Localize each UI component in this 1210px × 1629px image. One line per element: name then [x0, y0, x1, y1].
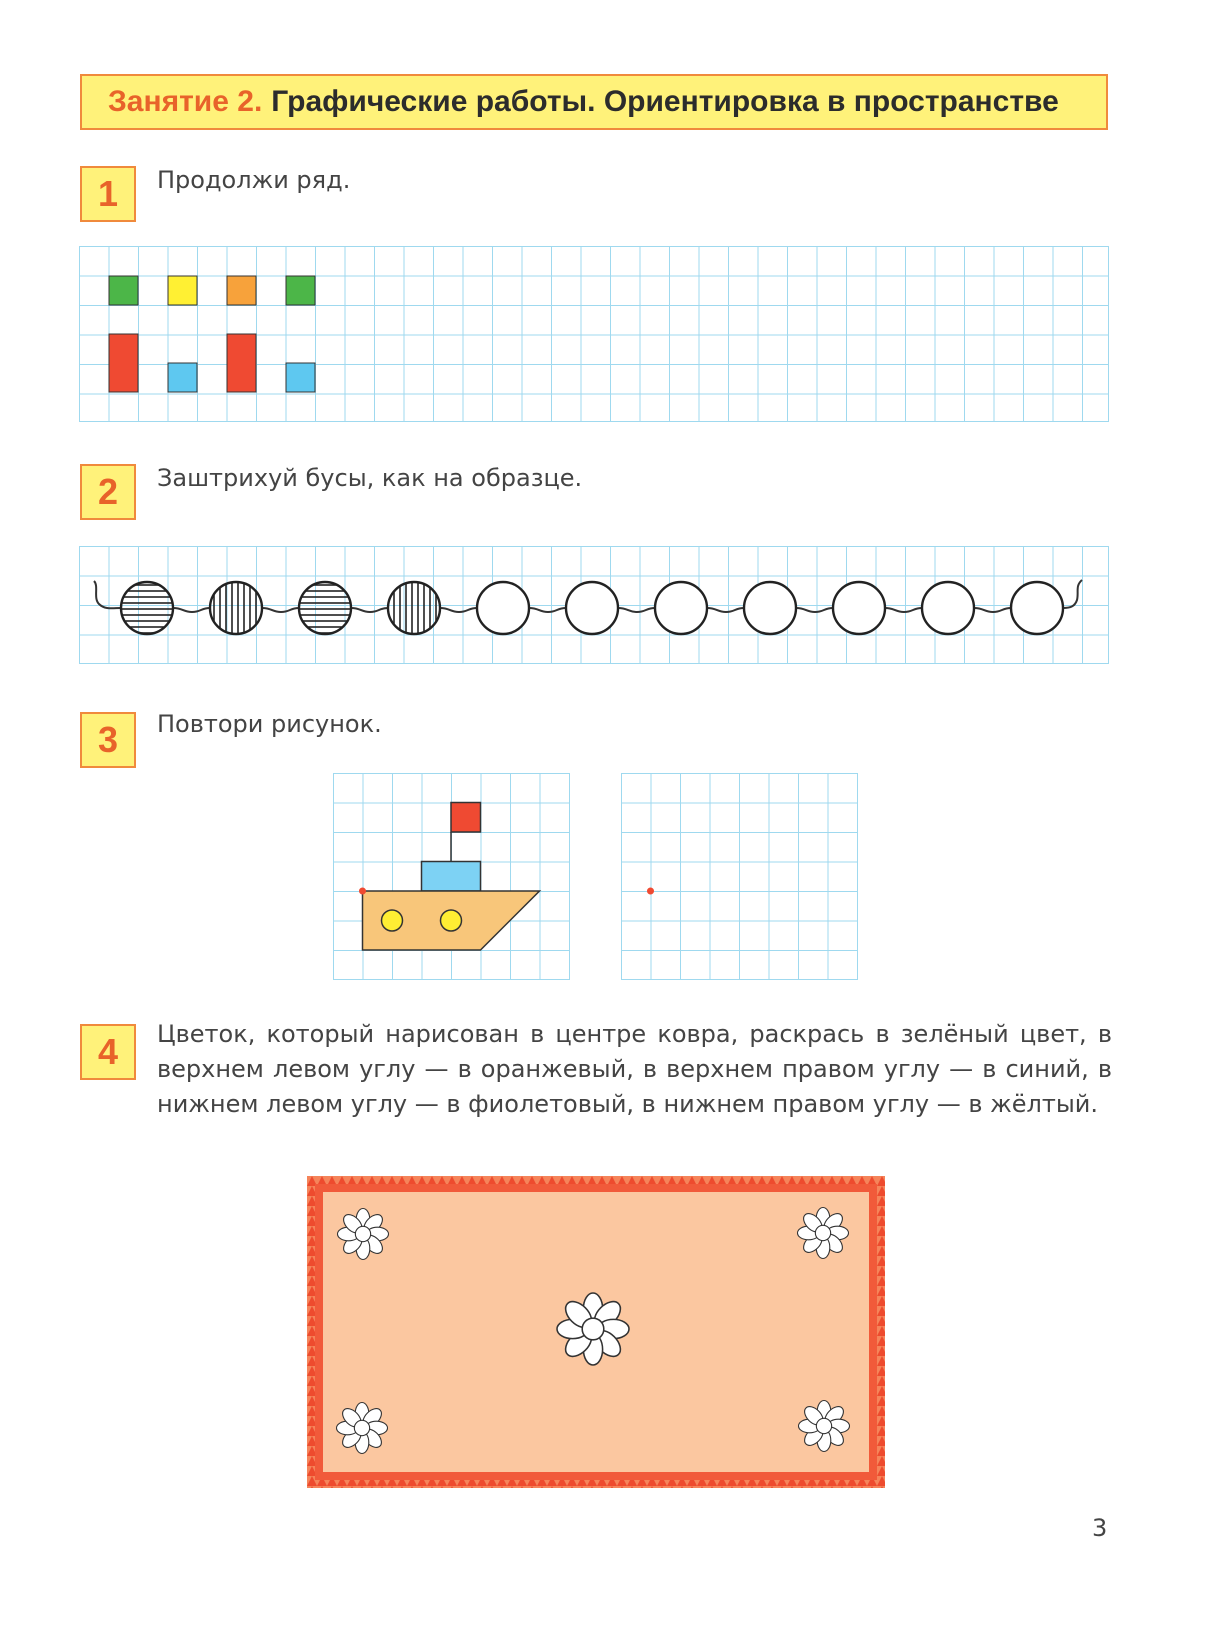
ship-porthole-1	[382, 910, 403, 931]
bead-4	[388, 582, 440, 634]
pattern-square-1	[109, 276, 138, 305]
task-number-2: 2	[80, 464, 136, 520]
bead-9[interactable]	[833, 582, 885, 634]
pattern-bottom-1	[109, 334, 138, 392]
task-3-instruction: Повтори рисунок.	[157, 710, 382, 738]
drawing-grid[interactable]	[621, 773, 858, 980]
ship-porthole-2	[441, 910, 462, 931]
pattern-bottom-2	[168, 363, 197, 392]
task-2-instruction: Заштрихуй бусы, как на образце.	[157, 464, 583, 492]
bead-7[interactable]	[655, 582, 707, 634]
lesson-title-bar	[80, 74, 1108, 130]
flower-bottom-left[interactable]	[337, 1403, 388, 1454]
pattern-square-3	[227, 276, 256, 305]
bead-6[interactable]	[566, 582, 618, 634]
bead-8[interactable]	[744, 582, 796, 634]
task-number-4: 4	[80, 1024, 136, 1080]
bead-necklace	[79, 546, 1109, 664]
sample-grid	[333, 773, 570, 980]
bead-1	[121, 582, 173, 634]
task-number-1: 1	[80, 166, 136, 222]
ship-cabin	[422, 862, 481, 892]
pattern-square-4	[286, 276, 315, 305]
start-dot	[359, 888, 366, 895]
task-1-grid[interactable]	[79, 246, 1109, 422]
ship-drawing	[333, 773, 570, 980]
pattern-bottom-3	[227, 334, 256, 392]
lesson-title: Графические работы. Ориентировка в пространстве	[271, 85, 1059, 118]
flower-top-right[interactable]	[798, 1208, 849, 1259]
flower-top-left[interactable]	[338, 1209, 389, 1260]
bead-10[interactable]	[922, 582, 974, 634]
flower-center[interactable]	[557, 1293, 629, 1365]
task-number-3: 3	[80, 712, 136, 768]
pattern-bottom-4	[286, 363, 315, 392]
task-1-instruction: Продолжи ряд.	[157, 166, 351, 194]
bead-2	[210, 582, 262, 634]
task-4-instruction: Цветок, который нарисован в центре ковра, раскрась в зелёный цвет, в верхнем левом углу — в оранжевый, в верхнем правом углу — в синий, в нижнем левом углу — в фиолетовый, в нижнем правом углу — в жёлтый.	[157, 1020, 1112, 1118]
rug	[307, 1176, 885, 1488]
task-2-grid[interactable]	[79, 546, 1109, 664]
page-number: 3	[1092, 1514, 1108, 1542]
drawing-start	[621, 773, 858, 980]
lesson-number: Занятие 2.	[108, 85, 263, 118]
bead-11[interactable]	[1011, 582, 1063, 634]
start-dot	[647, 888, 654, 895]
task-1-pattern	[79, 246, 1109, 422]
bead-3	[299, 582, 351, 634]
pattern-square-2	[168, 276, 197, 305]
flower-bottom-right[interactable]	[799, 1401, 850, 1452]
ship-flag	[451, 803, 481, 833]
bead-5[interactable]	[477, 582, 529, 634]
